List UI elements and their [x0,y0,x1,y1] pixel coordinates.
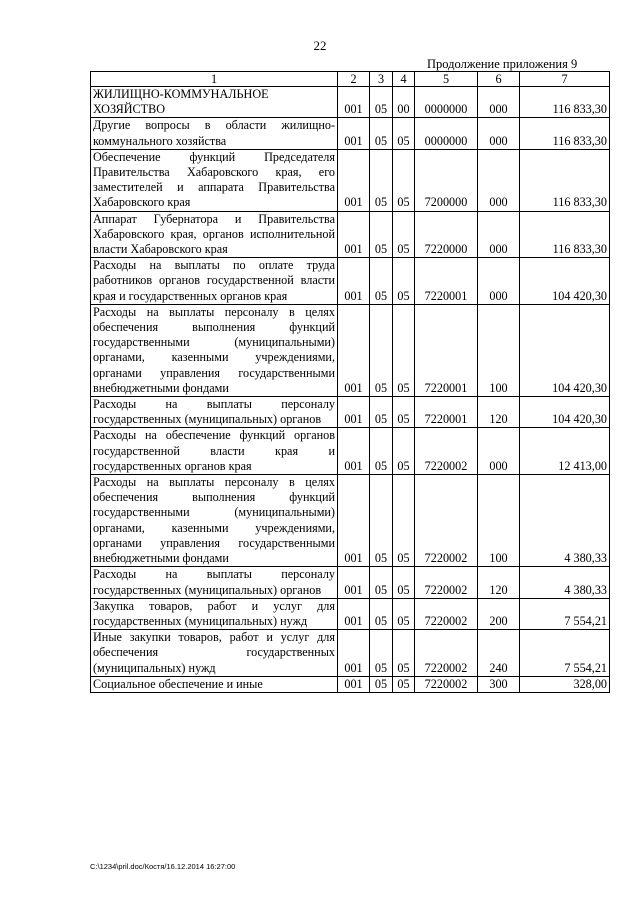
cell-code-5: 7220001 [415,397,478,428]
cell-code-4: 05 [393,304,415,396]
table-body [91,87,610,693]
cell-code-2: 001 [338,567,370,598]
page-number: 22 [313,38,327,53]
table-row [91,475,610,567]
cell-name: Аппарат Губернатора и Правительства Хабаровского края, органов исполнительной власти Хабаровского края [91,211,338,258]
cell-amount: 4 380,33 [520,475,610,567]
cell-code-5: 7220002 [415,475,478,567]
cell-code-3: 05 [370,598,393,629]
cell-amount: 116 833,30 [520,118,610,149]
cell-code-2: 001 [338,397,370,428]
cell-code-4: 05 [393,475,415,567]
cell-code-3: 05 [370,87,393,118]
cell-amount: 116 833,30 [520,211,610,258]
column-header: 2 [338,72,370,87]
column-header: 3 [370,72,393,87]
cell-amount: 328,00 [520,676,610,692]
cell-code-6: 300 [478,676,520,692]
cell-code-5: 7200000 [415,149,478,211]
cell-code-6: 000 [478,428,520,475]
cell-code-5: 7220001 [415,258,478,305]
continuation-label: Продолжение приложения 9 [427,57,578,71]
column-header: 6 [478,72,520,87]
cell-name: Закупка товаров, работ и услуг для государственных (муниципальных) нужд [91,598,338,629]
cell-code-4: 05 [393,149,415,211]
cell-name: Расходы на выплаты персоналу государственных (муниципальных) органов [91,567,338,598]
cell-code-6: 000 [478,118,520,149]
table-row [91,598,610,629]
cell-code-2: 001 [338,149,370,211]
cell-amount: 116 833,30 [520,149,610,211]
cell-code-6: 240 [478,630,520,677]
table-row [91,567,610,598]
cell-code-5: 0000000 [415,118,478,149]
table-row [91,397,610,428]
cell-code-5: 7220000 [415,211,478,258]
cell-code-3: 05 [370,397,393,428]
cell-name: Социальное обеспечение и иные [91,676,338,692]
cell-amount: 12 413,00 [520,428,610,475]
table-row [91,304,610,396]
cell-code-2: 001 [338,118,370,149]
cell-code-2: 001 [338,211,370,258]
cell-code-3: 05 [370,118,393,149]
cell-code-6: 000 [478,258,520,305]
table-row [91,118,610,149]
table-row [91,676,610,692]
cell-code-6: 000 [478,211,520,258]
cell-code-4: 05 [393,258,415,305]
cell-amount: 4 380,33 [520,567,610,598]
cell-code-4: 05 [393,676,415,692]
cell-code-3: 05 [370,304,393,396]
cell-name: Другие вопросы в области жилищно-коммунального хозяйства [91,118,338,149]
cell-code-6: 000 [478,149,520,211]
column-header: 4 [393,72,415,87]
cell-code-5: 7220002 [415,428,478,475]
cell-code-3: 05 [370,258,393,305]
cell-code-4: 05 [393,630,415,677]
cell-name: Расходы на выплаты персоналу в целях обеспечения выполнения функций государственными (муниципальными) органами, казенными учреждениями, органами управления государственными внебюджетными фондами [91,475,338,567]
cell-name: Иные закупки товаров, работ и услуг для обеспечения государственных (муниципальных) нужд [91,630,338,677]
cell-code-3: 05 [370,475,393,567]
cell-code-2: 001 [338,630,370,677]
table-row [91,211,610,258]
cell-code-6: 000 [478,87,520,118]
column-header: 5 [415,72,478,87]
cell-code-2: 001 [338,304,370,396]
table-row [91,87,610,118]
cell-code-5: 7220002 [415,567,478,598]
cell-name: Расходы на выплаты по оплате труда работников органов государственной власти края и государственных органов края [91,258,338,305]
table-row [91,258,610,305]
cell-code-6: 200 [478,598,520,629]
cell-code-3: 05 [370,428,393,475]
cell-code-2: 001 [338,475,370,567]
column-header: 1 [91,72,338,87]
cell-code-4: 05 [393,397,415,428]
cell-code-4: 05 [393,118,415,149]
cell-name: Расходы на выплаты персоналу государственных (муниципальных) органов [91,397,338,428]
cell-name: ЖИЛИЩНО-КОММУНАЛЬНОЕ ХОЗЯЙСТВО [91,87,338,118]
cell-code-6: 120 [478,567,520,598]
cell-code-4: 05 [393,567,415,598]
cell-amount: 7 554,21 [520,630,610,677]
cell-code-2: 001 [338,598,370,629]
cell-code-4: 00 [393,87,415,118]
cell-code-3: 05 [370,567,393,598]
footer-file-path: C:\1234\pril.doc/Костя/16.12.2014 16:27:00 [90,862,236,871]
cell-amount: 104 420,30 [520,397,610,428]
cell-code-5: 0000000 [415,87,478,118]
cell-code-4: 05 [393,211,415,258]
cell-amount: 7 554,21 [520,598,610,629]
table-row [91,630,610,677]
cell-code-4: 05 [393,598,415,629]
cell-code-4: 05 [393,428,415,475]
cell-code-6: 100 [478,304,520,396]
table-row [91,149,610,211]
cell-code-5: 7220002 [415,676,478,692]
cell-code-5: 7220002 [415,630,478,677]
cell-amount: 116 833,30 [520,87,610,118]
cell-code-6: 120 [478,397,520,428]
budget-table [90,71,610,693]
table-header-row [91,72,610,87]
cell-code-3: 05 [370,676,393,692]
cell-code-3: 05 [370,149,393,211]
cell-code-2: 001 [338,87,370,118]
column-header: 7 [520,72,610,87]
cell-code-3: 05 [370,211,393,258]
cell-code-5: 7220002 [415,598,478,629]
cell-code-6: 100 [478,475,520,567]
cell-name: Расходы на выплаты персоналу в целях обеспечения выполнения функций государственными (муниципальными) органами, казенными учреждениями, органами управления государственными внебюджетными фондами [91,304,338,396]
cell-amount: 104 420,30 [520,258,610,305]
cell-amount: 104 420,30 [520,304,610,396]
cell-name: Обеспечение функций Председателя Правительства Хабаровского края, его заместителей и аппарата Правительства Хабаровского края [91,149,338,211]
cell-code-3: 05 [370,630,393,677]
cell-name: Расходы на обеспечение функций органов государственной власти края и государственных органов края [91,428,338,475]
cell-code-2: 001 [338,676,370,692]
cell-code-2: 001 [338,428,370,475]
cell-code-5: 7220001 [415,304,478,396]
table-row [91,428,610,475]
cell-code-2: 001 [338,258,370,305]
